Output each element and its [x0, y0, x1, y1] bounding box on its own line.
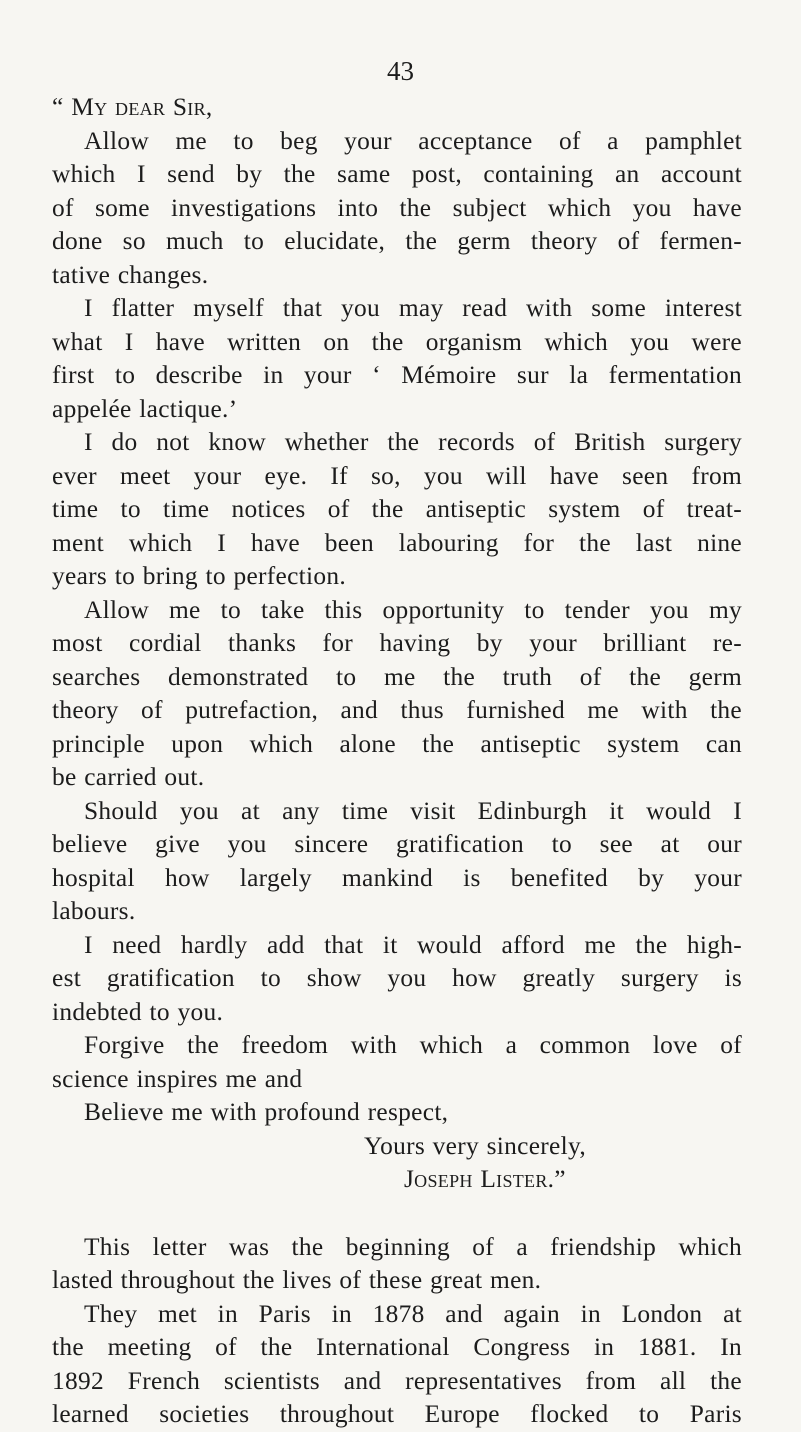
letter-line: Should you at any time visit Edinburgh it would I [84, 796, 742, 825]
letter-line: ment which I have been labouring for the last nine [52, 528, 742, 557]
letter-line: I do not know whether the records of British surgery [84, 428, 742, 456]
letter-line: Allow me to beg your acceptance of a pamphlet [84, 126, 742, 155]
letter-line: Forgive the freedom with which a common love of [84, 1031, 742, 1059]
letter-line: I need hardly add that it would afford me the high- [84, 930, 742, 959]
letter-salutation: “ My dear Sir, [52, 93, 213, 121]
letter-line: of some investigations into the subject which you have [52, 193, 742, 222]
letter-line: indebted to you. [52, 997, 224, 1026]
letter-line: which I send by the same post, containing an account [52, 160, 742, 188]
narrative-line: This letter was the beginning of a friendship which [84, 1232, 742, 1261]
letter-signature: Joseph Lister.” [404, 1165, 566, 1193]
letter-line: time to time notices of the antiseptic system of treat- [52, 495, 742, 523]
letter-line: Allow me to take this opportunity to tender you my [84, 595, 742, 624]
letter-line: I flatter myself that you may read with some interest [84, 294, 742, 322]
narrative-line: learned societies throughout Europe flocked to Paris [52, 1400, 742, 1428]
paragraph-gap [52, 1197, 742, 1231]
letter-line: hospital how largely mankind is benefited by your [52, 863, 742, 892]
letter-line: first to describe in your ‘ Mémoire sur la fermentation [52, 361, 742, 389]
letter-line: what I have written on the organism which you were [52, 327, 742, 356]
letter-line: searches demonstrated to me the truth of the germ [52, 662, 742, 691]
page-body [52, 91, 742, 1432]
letter-line: ever meet your eye. If so, you will have seen from [52, 461, 742, 490]
letter-line: done so much to elucidate, the germ theory of fermen- [52, 227, 742, 255]
letter-line: theory of putrefaction, and thus furnished me with the [52, 696, 742, 724]
letter-line: principle upon which alone the antiseptic system can [52, 729, 742, 758]
letter-line: most cordial thanks for having by your brilliant re- [52, 629, 742, 657]
letter-line: labours. [52, 897, 136, 925]
letter-line: science inspires me and [52, 1064, 303, 1093]
page-number: 43 [387, 56, 414, 86]
letter-closing-yours: Yours very sincerely, [364, 1131, 586, 1160]
letter-line: years to bring to perfection. [52, 562, 347, 590]
narrative-line: lasted throughout the lives of these great men. [52, 1266, 542, 1294]
narrative-line: the meeting of the International Congress in 1881. In [52, 1333, 742, 1361]
narrative-line: 1892 French scientists and representatives from all the [52, 1366, 742, 1395]
letter-line: tative changes. [52, 260, 209, 289]
letter-line: believe give you sincere gratification to see at our [52, 830, 742, 858]
narrative-line: They met in Paris in 1878 and again in London at [84, 1299, 742, 1328]
letter-closing: Believe me with profound respect, [84, 1098, 449, 1126]
letter-line: be carried out. [52, 763, 205, 791]
letter-line: est gratification to show you how greatly surgery is [52, 964, 742, 992]
letter-line: appelée lactique.’ [52, 394, 238, 423]
